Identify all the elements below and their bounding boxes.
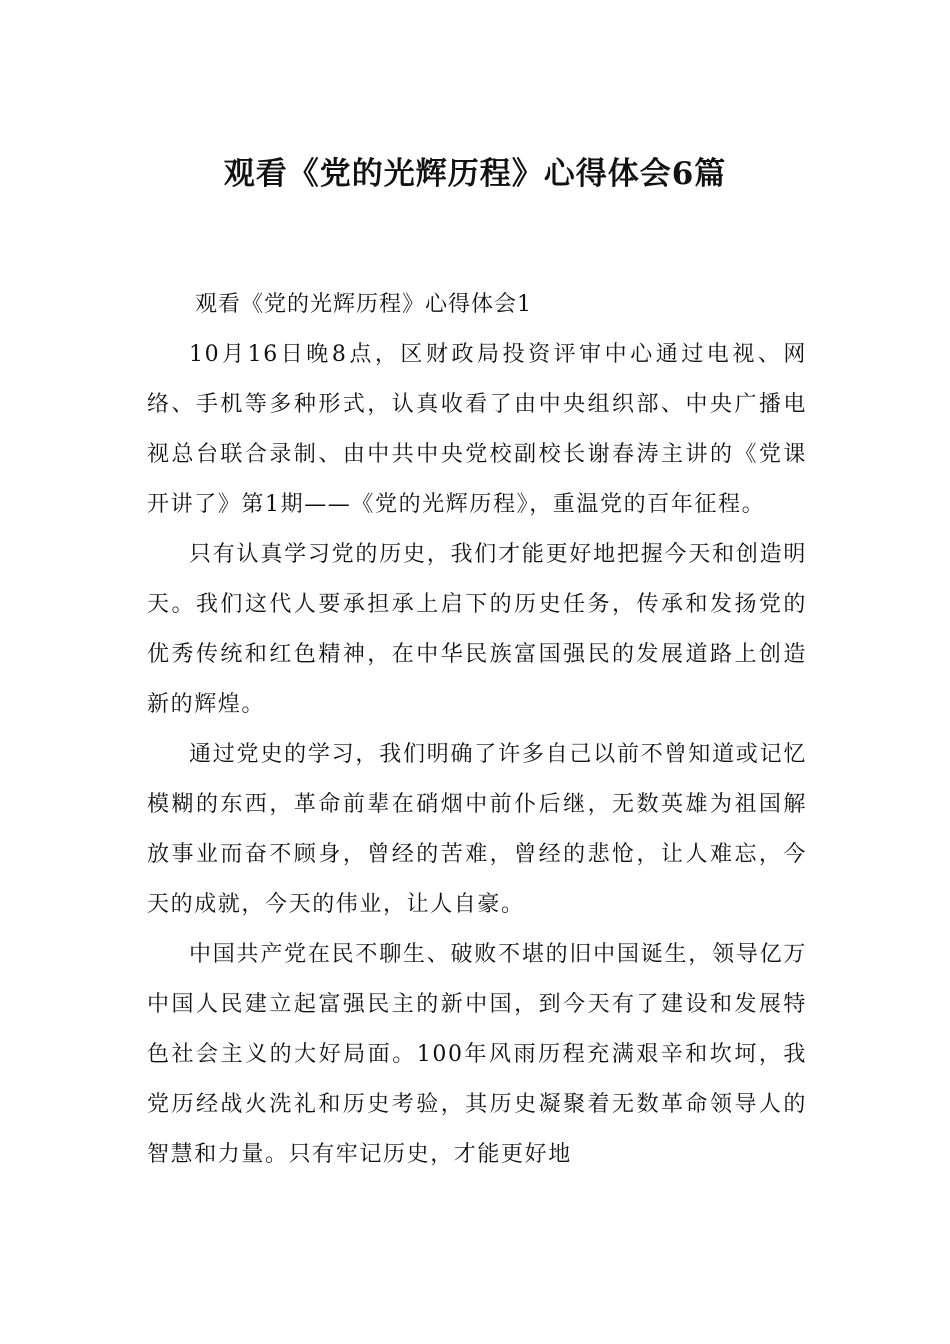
section-heading: 观看《党的光辉历程》心得体会1 [195, 292, 532, 317]
document-title: 观看《党的光辉历程》心得体会6篇 [223, 155, 727, 192]
paragraph-4: 中国共产党在民不聊生、破败不堪的旧中国诞生，领导亿万中国人民建立起富强民主的新中国，到今天有了建设和发展特色社会主义的大好局面。100年风雨历程充满艰辛和坎坷，我党历经战火洗礼和历史考验，其历史凝聚着无数革命领导人的智慧和力量。只有牢记历史，才能更好地 [147, 942, 807, 1167]
paragraph-3: 通过党史的学习，我们明确了许多自己以前不曾知道或记忆模糊的东西，革命前辈在硝烟中前仆后继，无数英雄为祖国解放事业而奋不顾身，曾经的苦难，曾经的悲怆，让人难忘，今天的成就，今天的伟业，让人自豪。 [147, 742, 807, 917]
document-body [147, 280, 807, 1180]
paragraph-2: 只有认真学习党的历史，我们才能更好地把握今天和创造明天。我们这代人要承担承上启下的历史任务，传承和发扬党的优秀传统和红色精神，在中华民族富国强民的发展道路上创造新的辉煌。 [147, 542, 807, 717]
paragraph-1: 10月16日晚8点，区财政局投资评审中心通过电视、网络、手机等多种形式，认真收看了由中央组织部、中央广播电视总台联合录制、由中共中央党校副校长谢春涛主讲的《党课开讲了》第1期——《党的光辉历程》，重温党的百年征程。 [147, 342, 807, 517]
